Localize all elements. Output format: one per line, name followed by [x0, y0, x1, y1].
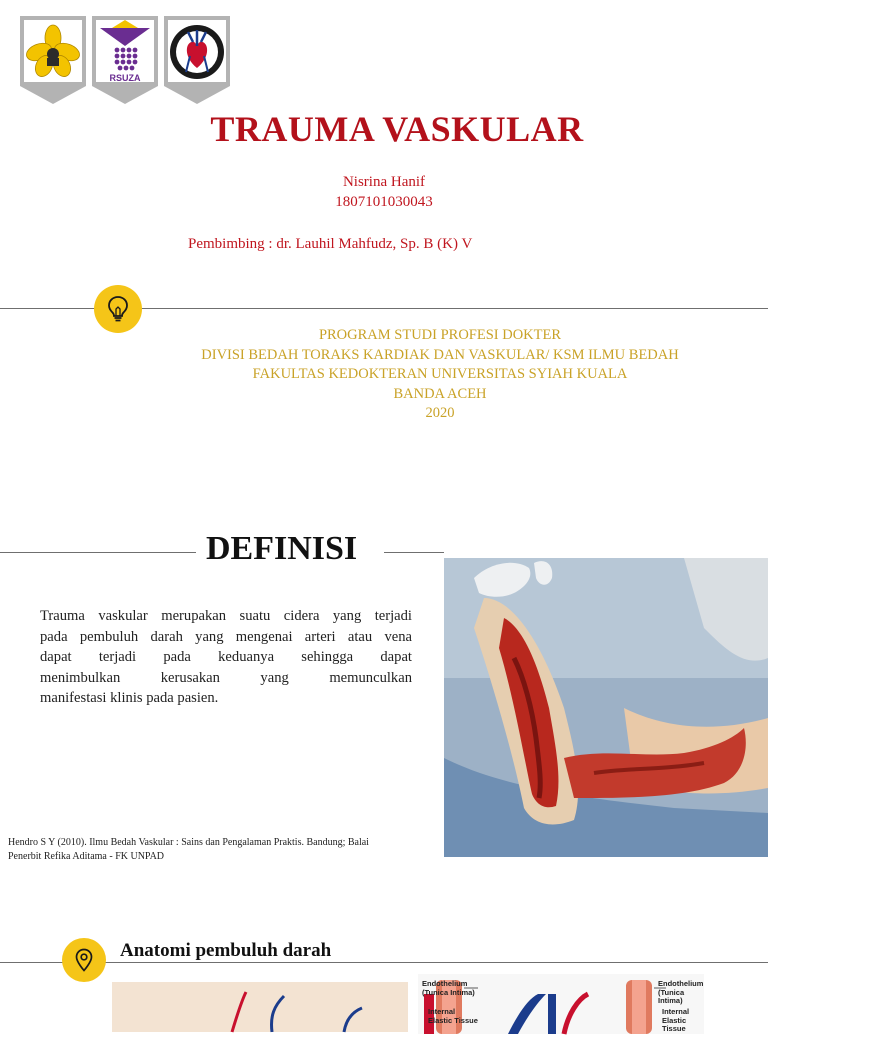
location-pin-icon — [62, 938, 106, 982]
section-title: DEFINISI — [206, 530, 358, 567]
author-name: Nisrina Hanif — [342, 174, 426, 190]
blood-vessel-illustration — [112, 982, 408, 1032]
fk-logo — [164, 16, 230, 104]
definition-slide — [0, 500, 768, 900]
anatomy-slide — [0, 900, 768, 1033]
title-rule-left — [0, 552, 196, 553]
presentation-title: TRAUMA VASKULAR — [210, 109, 584, 149]
author-student-id: 1807101030043 — [335, 194, 433, 210]
definition-paragraph — [40, 606, 412, 709]
advisor-line: Pembimbing : dr. Lauhil Mahfudz, Sp. B (K) V — [188, 236, 473, 252]
diagram-label: Elastic Tissue — [428, 1015, 478, 1025]
diagram-label-right-bottom — [662, 1008, 704, 1034]
institution-block — [0, 326, 880, 424]
divider-line — [0, 962, 768, 963]
institution-line: 2020 — [425, 405, 455, 421]
institution-line: BANDA ACEH — [393, 385, 487, 402]
diagram-label: Internal — [428, 1007, 456, 1016]
diagram-label-left-top — [422, 980, 482, 997]
diagram-label: Endothelium — [658, 979, 704, 988]
definition-line: manifestasi klinis pada pasien. — [40, 690, 219, 706]
diagram-label: Internal — [662, 1007, 690, 1016]
institution-line: FAKULTAS KEDOKTERAN UNIVERSITAS SYIAH KUALA — [252, 366, 628, 382]
leg-wound-photo — [444, 558, 768, 857]
institution-line: DIVISI BEDAH TORAKS KARDIAK DAN VASKULAR/ KSM ILMU BEDAH — [201, 346, 679, 363]
diagram-label: (Tunica Intima) — [422, 987, 475, 997]
reference-line: Hendro S Y (2010). Ilmu Bedah Vaskular : Sains dan Pengalaman Praktis. Bandung; Balai — [8, 837, 369, 848]
title-slide — [0, 0, 768, 470]
diagram-label-right-top — [658, 980, 704, 1006]
definition-line: menimbulkan kerusakan yang memunculkan — [40, 669, 412, 686]
diagram-label: Elastic Tissue — [662, 1015, 687, 1033]
diagram-label: Endothelium — [422, 979, 468, 988]
rsuza-logo — [92, 16, 158, 104]
definition-line: pada pembuluh darah yang mengenai arteri atau vena — [40, 628, 412, 645]
diagram-label-left-bottom — [428, 1008, 488, 1025]
diagram-label: (Tunica Intima) — [658, 987, 685, 1005]
definition-line: dapat terjadi pada keduanya sehingga dapat — [40, 649, 412, 665]
section-title: Anatomi pembuluh darah — [120, 940, 332, 961]
institution-line: PROGRAM STUDI PROFESI DOKTER — [318, 327, 562, 343]
title-rule-right — [384, 552, 444, 553]
reference-citation — [8, 836, 408, 863]
rsuza-logo-text: RSUZA — [109, 73, 141, 83]
vessel-wall-diagram — [418, 974, 704, 1034]
definition-line: Trauma vaskular merupakan suatu cidera yang terjadi — [40, 608, 412, 624]
reference-line: Penerbit Refika Aditama - FK UNPAD — [8, 850, 165, 862]
unsyiah-logo — [20, 16, 86, 104]
